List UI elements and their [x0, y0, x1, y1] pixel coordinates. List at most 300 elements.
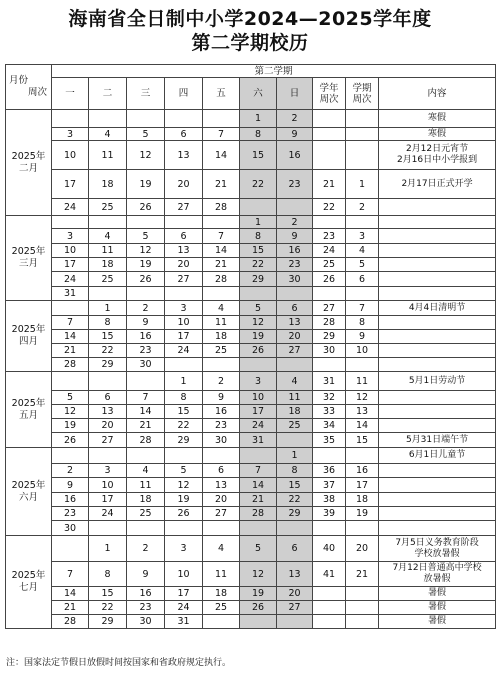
- calendar-week-row: [6, 199, 496, 216]
- day-cell-sun: 6: [277, 536, 313, 562]
- day-cell-fri: [203, 358, 240, 372]
- day-cell-fri: 18: [203, 587, 240, 601]
- day-cell-mon: 14: [52, 330, 89, 344]
- day-cell-fri: [203, 110, 240, 128]
- day-header-wed: 三: [127, 78, 165, 110]
- note-cell: [379, 478, 496, 493]
- note-cell: [379, 507, 496, 521]
- day-cell-tue: 22: [89, 601, 127, 615]
- day-cell-mon: [52, 110, 89, 128]
- month-label: [6, 301, 52, 372]
- day-cell-tue: 27: [89, 433, 127, 448]
- term-week-cell: [346, 110, 379, 128]
- day-cell-fri: 18: [203, 330, 240, 344]
- calendar-week-row: [6, 244, 496, 258]
- calendar-week-row: [6, 272, 496, 287]
- day-cell-wed: 2: [127, 301, 165, 316]
- day-cell-mon: [52, 536, 89, 562]
- term-week-cell: [346, 587, 379, 601]
- school-week-cell: [313, 601, 346, 615]
- day-cell-mon: 10: [52, 141, 89, 170]
- day-cell-sun: 9: [277, 128, 313, 141]
- month-label: [6, 216, 52, 301]
- day-cell-wed: [127, 216, 165, 229]
- day-cell-mon: 3: [52, 229, 89, 244]
- day-cell-tue: 8: [89, 316, 127, 330]
- day-cell-mon: 7: [52, 562, 89, 587]
- day-cell-sat: 15: [240, 141, 277, 170]
- school-week-cell: [313, 141, 346, 170]
- note-cell: [379, 216, 496, 229]
- day-cell-sun: 4: [277, 372, 313, 391]
- term-week-cell: 5: [346, 258, 379, 272]
- note-cell: 7月12日普通高中学校 放暑假: [379, 562, 496, 587]
- day-cell-tue: [89, 521, 127, 536]
- school-week-cell: [313, 358, 346, 372]
- day-cell-mon: 2: [52, 464, 89, 478]
- day-cell-tue: 10: [89, 478, 127, 493]
- day-cell-tue: 25: [89, 199, 127, 216]
- day-cell-mon: 19: [52, 419, 89, 433]
- day-cell-tue: [89, 448, 127, 464]
- day-cell-sun: [277, 287, 313, 301]
- calendar-week-row: [6, 287, 496, 301]
- day-cell-wed: [127, 448, 165, 464]
- day-cell-wed: 23: [127, 601, 165, 615]
- calendar-week-row: [6, 344, 496, 358]
- day-cell-sat: 5: [240, 301, 277, 316]
- school-week-cell: 38: [313, 493, 346, 507]
- calendar-week-row: [6, 433, 496, 448]
- term-week-cell: 4: [346, 244, 379, 258]
- day-cell-tue: 11: [89, 141, 127, 170]
- day-cell-mon: [52, 216, 89, 229]
- day-cell-sat: 19: [240, 587, 277, 601]
- calendar-week-row: [6, 141, 496, 170]
- school-week-cell: [313, 128, 346, 141]
- month-label-line: 四月: [18, 336, 38, 347]
- day-cell-thu: 6: [165, 229, 203, 244]
- day-cell-sat: 22: [240, 170, 277, 199]
- school-week-cell: 29: [313, 330, 346, 344]
- day-cell-thu: 17: [165, 587, 203, 601]
- calendar-week-row: [6, 464, 496, 478]
- day-cell-mon: 28: [52, 358, 89, 372]
- day-cell-tue: 8: [89, 562, 127, 587]
- day-cell-thu: 22: [165, 419, 203, 433]
- day-header-thu: 四: [165, 78, 203, 110]
- day-cell-wed: 28: [127, 433, 165, 448]
- calendar-week-row: [6, 521, 496, 536]
- day-cell-wed: 12: [127, 141, 165, 170]
- day-cell-sat: 8: [240, 128, 277, 141]
- day-cell-mon: 14: [52, 587, 89, 601]
- day-cell-thu: 31: [165, 615, 203, 629]
- calendar-week-row: [6, 372, 496, 391]
- term-week-cell: [346, 601, 379, 615]
- term-week-cell: 20: [346, 536, 379, 562]
- day-cell-sat: [240, 287, 277, 301]
- day-cell-sun: [277, 615, 313, 629]
- day-cell-wed: 26: [127, 272, 165, 287]
- day-cell-mon: 17: [52, 258, 89, 272]
- day-cell-sun: [277, 358, 313, 372]
- day-cell-sat: 10: [240, 391, 277, 405]
- school-week-cell: [313, 521, 346, 536]
- day-cell-tue: 11: [89, 244, 127, 258]
- school-week-header: 学年周次: [313, 78, 346, 110]
- day-cell-sun: 18: [277, 405, 313, 419]
- calendar-week-row: [6, 507, 496, 521]
- day-cell-fri: 21: [203, 170, 240, 199]
- school-week-cell: [313, 448, 346, 464]
- day-cell-wed: 9: [127, 316, 165, 330]
- day-cell-tue: [89, 216, 127, 229]
- school-week-cell: [313, 216, 346, 229]
- day-cell-wed: 16: [127, 587, 165, 601]
- day-cell-tue: 20: [89, 419, 127, 433]
- term-week-cell: 19: [346, 507, 379, 521]
- day-cell-thu: 1: [165, 372, 203, 391]
- calendar-week-row: [6, 405, 496, 419]
- school-week-cell: 33: [313, 405, 346, 419]
- day-cell-mon: [52, 301, 89, 316]
- day-cell-thu: 6: [165, 128, 203, 141]
- term-week-cell: [346, 216, 379, 229]
- day-cell-wed: 12: [127, 244, 165, 258]
- day-header-tue: 二: [89, 78, 127, 110]
- semester-header: 第二学期: [52, 65, 496, 78]
- notes-header: 内容: [379, 78, 496, 110]
- day-cell-thu: 13: [165, 244, 203, 258]
- calendar-week-row: [6, 615, 496, 629]
- day-cell-mon: 7: [52, 316, 89, 330]
- day-cell-sat: 1: [240, 216, 277, 229]
- day-cell-mon: 10: [52, 244, 89, 258]
- day-cell-thu: 19: [165, 493, 203, 507]
- calendar-week-row: [6, 493, 496, 507]
- note-cell: 4月4日清明节: [379, 301, 496, 316]
- month-header: 月份: [9, 75, 29, 86]
- day-cell-sat: 24: [240, 419, 277, 433]
- school-week-cell: 34: [313, 419, 346, 433]
- day-cell-tue: 17: [89, 493, 127, 507]
- day-cell-tue: 6: [89, 391, 127, 405]
- day-cell-wed: 18: [127, 493, 165, 507]
- day-cell-tue: 4: [89, 128, 127, 141]
- day-cell-sat: [240, 521, 277, 536]
- day-cell-sat: [240, 358, 277, 372]
- school-week-cell: 31: [313, 372, 346, 391]
- day-cell-fri: [203, 216, 240, 229]
- term-week-cell: 16: [346, 464, 379, 478]
- day-cell-fri: 21: [203, 258, 240, 272]
- day-cell-tue: [89, 110, 127, 128]
- school-week-cell: 24: [313, 244, 346, 258]
- school-week-cell: 41: [313, 562, 346, 587]
- term-week-cell: 12: [346, 391, 379, 405]
- note-cell: 2月17日正式开学: [379, 170, 496, 199]
- day-cell-fri: 27: [203, 507, 240, 521]
- day-cell-fri: 4: [203, 301, 240, 316]
- day-cell-mon: 21: [52, 601, 89, 615]
- note-cell: [379, 316, 496, 330]
- day-cell-fri: [203, 448, 240, 464]
- day-cell-mon: 3: [52, 128, 89, 141]
- term-week-cell: [346, 141, 379, 170]
- day-cell-sun: [277, 199, 313, 216]
- day-cell-fri: 14: [203, 244, 240, 258]
- day-cell-fri: 14: [203, 141, 240, 170]
- day-cell-wed: 19: [127, 170, 165, 199]
- day-cell-mon: 17: [52, 170, 89, 199]
- calendar-week-row: [6, 330, 496, 344]
- calendar-week-row: [6, 229, 496, 244]
- term-week-cell: 3: [346, 229, 379, 244]
- day-cell-fri: 11: [203, 562, 240, 587]
- day-cell-thu: [165, 521, 203, 536]
- school-week-cell: 25: [313, 258, 346, 272]
- day-cell-sun: 30: [277, 272, 313, 287]
- term-week-cell: [346, 287, 379, 301]
- school-week-cell: 21: [313, 170, 346, 199]
- day-cell-sat: [240, 199, 277, 216]
- term-week-cell: 18: [346, 493, 379, 507]
- day-cell-fri: 30: [203, 433, 240, 448]
- school-week-cell: [313, 287, 346, 301]
- day-cell-tue: 1: [89, 301, 127, 316]
- day-header-sun: 日: [277, 78, 313, 110]
- calendar-week-row: [6, 391, 496, 405]
- day-cell-mon: 23: [52, 507, 89, 521]
- month-label-line: 2025年: [11, 150, 46, 162]
- day-cell-fri: 2: [203, 372, 240, 391]
- day-cell-thu: 27: [165, 272, 203, 287]
- day-cell-thu: 5: [165, 464, 203, 478]
- note-cell: [379, 287, 496, 301]
- day-cell-sat: 8: [240, 229, 277, 244]
- page-subtitle: 第二学期校历: [191, 32, 309, 54]
- calendar-week-row: [6, 601, 496, 615]
- note-cell: 7月5日义务教育阶段 学校放暑假: [379, 536, 496, 562]
- day-cell-wed: 9: [127, 562, 165, 587]
- calendar-week-row: [6, 419, 496, 433]
- term-week-cell: 6: [346, 272, 379, 287]
- term-week-cell: [346, 615, 379, 629]
- note-cell: 暑假: [379, 587, 496, 601]
- day-cell-tue: [89, 287, 127, 301]
- day-cell-sat: 15: [240, 244, 277, 258]
- day-cell-thu: 12: [165, 478, 203, 493]
- term-week-cell: 11: [346, 372, 379, 391]
- day-cell-thu: 20: [165, 258, 203, 272]
- note-cell: 暑假: [379, 601, 496, 615]
- day-cell-sat: 5: [240, 536, 277, 562]
- day-cell-sat: 21: [240, 493, 277, 507]
- day-cell-sun: 6: [277, 301, 313, 316]
- day-cell-sat: 31: [240, 433, 277, 448]
- day-cell-fri: [203, 521, 240, 536]
- term-week-header: 学期周次: [346, 78, 379, 110]
- day-cell-tue: 1: [89, 536, 127, 562]
- day-cell-fri: 7: [203, 128, 240, 141]
- day-cell-mon: [52, 372, 89, 391]
- note-cell: [379, 244, 496, 258]
- calendar-week-row: [6, 110, 496, 128]
- day-cell-thu: 8: [165, 391, 203, 405]
- term-week-cell: 7: [346, 301, 379, 316]
- day-cell-thu: [165, 448, 203, 464]
- day-header-fri: 五: [203, 78, 240, 110]
- day-cell-tue: 13: [89, 405, 127, 419]
- day-cell-thu: 24: [165, 344, 203, 358]
- day-cell-sun: 25: [277, 419, 313, 433]
- day-cell-sat: 14: [240, 478, 277, 493]
- calendar-week-row: [6, 478, 496, 493]
- school-week-cell: 28: [313, 316, 346, 330]
- day-cell-mon: 9: [52, 478, 89, 493]
- month-week-header: [6, 65, 52, 110]
- month-label-line: 二月: [18, 162, 38, 174]
- day-cell-thu: 3: [165, 536, 203, 562]
- day-header-sat: 六: [240, 78, 277, 110]
- day-cell-tue: 25: [89, 272, 127, 287]
- day-cell-sat: 7: [240, 464, 277, 478]
- day-cell-sun: 16: [277, 244, 313, 258]
- day-cell-mon: 16: [52, 493, 89, 507]
- month-label: [6, 110, 52, 216]
- day-cell-tue: 18: [89, 170, 127, 199]
- day-cell-sun: 1: [277, 448, 313, 464]
- day-cell-wed: 21: [127, 419, 165, 433]
- note-cell: [379, 493, 496, 507]
- note-cell: 5月31日端午节: [379, 433, 496, 448]
- day-cell-fri: [203, 615, 240, 629]
- day-cell-mon: 5: [52, 391, 89, 405]
- note-cell: [379, 330, 496, 344]
- day-cell-fri: 23: [203, 419, 240, 433]
- day-cell-sun: 15: [277, 478, 313, 493]
- calendar-week-row: [6, 128, 496, 141]
- calendar-week-row: [6, 448, 496, 464]
- day-cell-sat: 17: [240, 405, 277, 419]
- term-week-cell: [346, 448, 379, 464]
- calendar-week-row: [6, 258, 496, 272]
- note-cell: [379, 258, 496, 272]
- note-cell: 6月1日儿童节: [379, 448, 496, 464]
- term-week-cell: 1: [346, 170, 379, 199]
- month-label-line: 七月: [18, 582, 38, 593]
- page-title: 海南省全日制中小学2024—2025学年度: [68, 8, 432, 30]
- month-label-line: 2025年: [11, 246, 46, 257]
- note-cell: [379, 199, 496, 216]
- school-calendar-table: [5, 64, 496, 629]
- note-cell: [379, 344, 496, 358]
- school-week-cell: 36: [313, 464, 346, 478]
- note-cell: [379, 229, 496, 244]
- term-week-cell: [346, 358, 379, 372]
- term-week-cell: [346, 128, 379, 141]
- day-cell-mon: 26: [52, 433, 89, 448]
- day-cell-mon: 24: [52, 199, 89, 216]
- footnote: 注：国家法定节假日放假时间按国家和省政府规定执行。: [6, 658, 232, 668]
- day-cell-thu: 10: [165, 316, 203, 330]
- day-cell-sat: 12: [240, 562, 277, 587]
- day-cell-sat: 3: [240, 372, 277, 391]
- calendar-week-row: [6, 587, 496, 601]
- day-cell-sun: 20: [277, 330, 313, 344]
- term-week-cell: 8: [346, 316, 379, 330]
- day-cell-fri: 4: [203, 536, 240, 562]
- term-week-cell: 21: [346, 562, 379, 587]
- day-cell-tue: 15: [89, 330, 127, 344]
- note-cell: [379, 419, 496, 433]
- note-cell: [379, 272, 496, 287]
- term-week-cell: 14: [346, 419, 379, 433]
- day-cell-fri: 16: [203, 405, 240, 419]
- day-cell-fri: 20: [203, 493, 240, 507]
- day-cell-wed: 26: [127, 199, 165, 216]
- school-week-cell: [313, 615, 346, 629]
- month-label-line: 2025年: [11, 397, 46, 409]
- day-cell-tue: 4: [89, 229, 127, 244]
- note-cell: [379, 358, 496, 372]
- calendar-week-row: [6, 216, 496, 229]
- day-cell-sat: 22: [240, 258, 277, 272]
- day-cell-wed: [127, 372, 165, 391]
- note-cell: [379, 464, 496, 478]
- day-cell-tue: 15: [89, 587, 127, 601]
- day-cell-thu: 20: [165, 170, 203, 199]
- term-week-cell: 13: [346, 405, 379, 419]
- day-cell-wed: 16: [127, 330, 165, 344]
- day-cell-thu: 26: [165, 507, 203, 521]
- day-cell-wed: 30: [127, 358, 165, 372]
- day-cell-wed: [127, 287, 165, 301]
- day-cell-wed: [127, 110, 165, 128]
- month-label: [6, 536, 52, 629]
- day-cell-fri: 6: [203, 464, 240, 478]
- day-cell-wed: 30: [127, 615, 165, 629]
- school-week-cell: 39: [313, 507, 346, 521]
- school-week-cell: 27: [313, 301, 346, 316]
- day-cell-sun: 11: [277, 391, 313, 405]
- day-cell-wed: 14: [127, 405, 165, 419]
- school-week-cell: 23: [313, 229, 346, 244]
- day-cell-thu: [165, 287, 203, 301]
- calendar-week-row: [6, 562, 496, 587]
- day-cell-wed: 19: [127, 258, 165, 272]
- day-cell-thu: 15: [165, 405, 203, 419]
- day-cell-fri: 25: [203, 601, 240, 615]
- day-cell-sat: 26: [240, 344, 277, 358]
- day-cell-fri: 25: [203, 344, 240, 358]
- school-week-cell: 32: [313, 391, 346, 405]
- day-cell-fri: [203, 287, 240, 301]
- day-cell-sun: 13: [277, 562, 313, 587]
- month-label-line: 六月: [18, 491, 38, 503]
- day-cell-fri: 9: [203, 391, 240, 405]
- day-cell-sun: 22: [277, 493, 313, 507]
- note-cell: [379, 405, 496, 419]
- day-cell-tue: 22: [89, 344, 127, 358]
- term-week-cell: 10: [346, 344, 379, 358]
- day-cell-sun: [277, 521, 313, 536]
- note-cell: 暑假: [379, 615, 496, 629]
- school-week-cell: 37: [313, 478, 346, 493]
- school-week-cell: 22: [313, 199, 346, 216]
- day-cell-mon: 12: [52, 405, 89, 419]
